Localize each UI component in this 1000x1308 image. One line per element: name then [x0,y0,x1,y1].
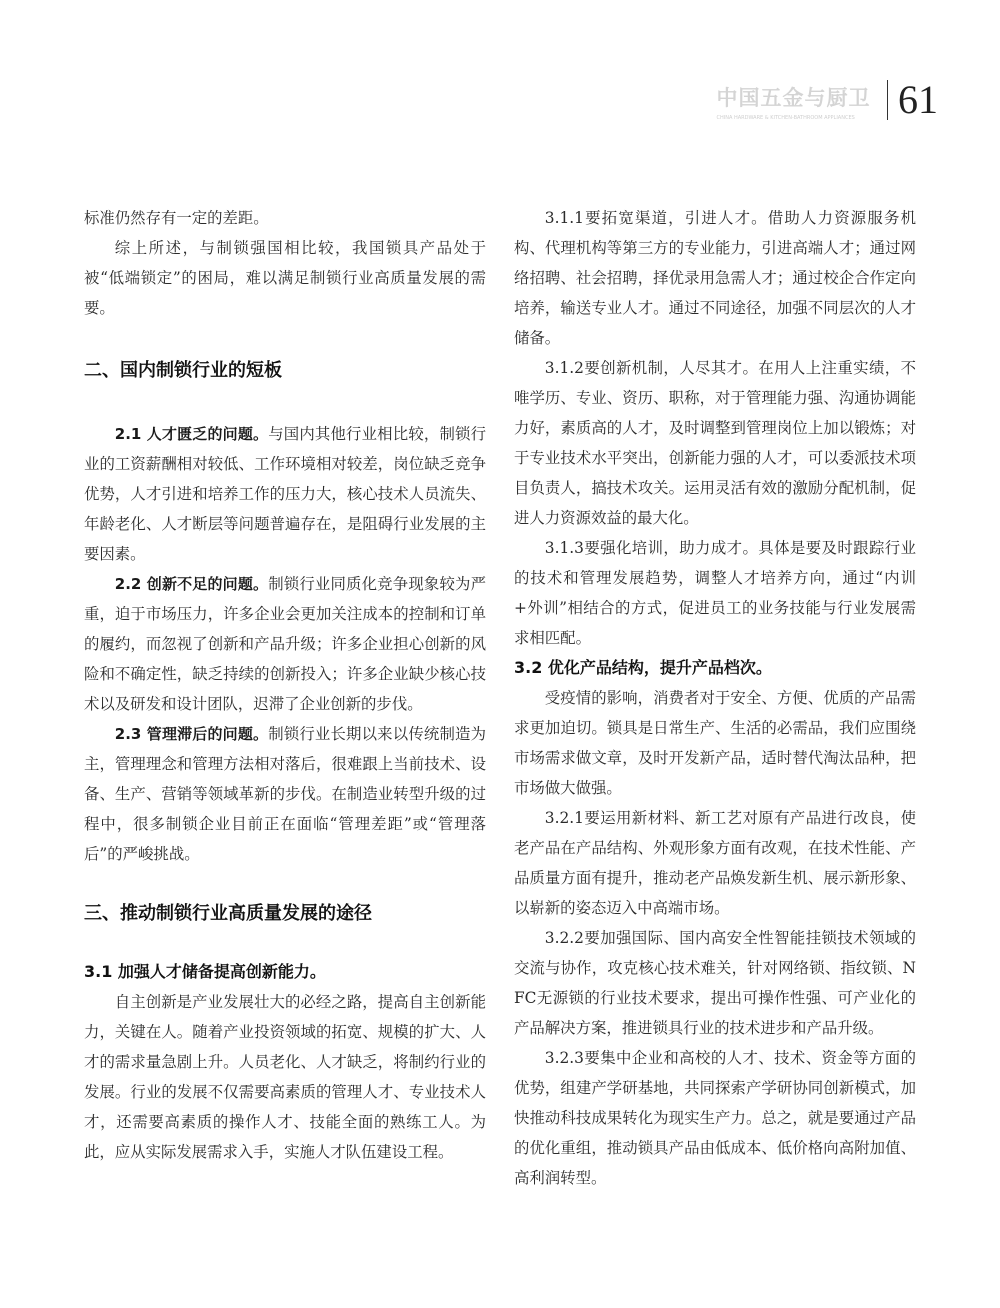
subsection-heading: 2.2 创新不足的问题。 [114,575,269,593]
paragraph [84,569,486,719]
section-heading: 三、推动制锁行业高质量发展的途径 [84,903,372,924]
paragraph: 标准仍然存有一定的差距。 [84,209,269,227]
paragraph: 3.2.1要运用新材料、新工艺对原有产品进行改良，使老产品在产品结构、外观形象方面有改观，在技术性能、产品质量方面有提升，推动老产品焕发新生机、展示新形象、以崭新的姿态迈入中高端市场。 [514,809,916,917]
subsection-body: 制锁行业长期以来以传统制造为主，管理理念和管理方法相对落后，很难跟上当前技术、设备、生产、营销等领域革新的步伐。在制造业转型升级的过程中，很多制锁企业目前正在面临“管理差距”或“管理落后”的严峻挑战。 [84,725,486,863]
right-column [514,203,916,1193]
page-number: 61 [898,77,938,122]
subsection-title: 3.2 优化产品结构，提升产品档次。 [514,658,772,677]
left-column [84,203,486,1167]
magazine-subtitle: CHINA HARDWARE & KITCHEN-BATHROOM APPLIANCES [716,115,855,121]
paragraph: 3.2.3要集中企业和高校的人才、技术、资金等方面的优势，组建产学研基地，共同探索产学研协同创新模式，加快推动科技成果转化为现实生产力。总之，就是要通过产品的优化重组，推动锁具产品由低成本、低价格向高附加值、高利润转型。 [514,1049,916,1187]
paragraph: 受疫情的影响，消费者对于安全、方便、优质的产品需求更加迫切。锁具是日常生产、生活的必需品，我们应围绕市场需求做文章，及时开发新产品，适时替代淘汰品种，把市场做大做强。 [514,689,916,797]
paragraph: 自主创新是产业发展壮大的必经之路，提高自主创新能力，关键在人。随着产业投资领域的拓宽、规模的扩大、人才的需求量急剧上升。人员老化、人才缺乏，将制约行业的发展。行业的发展不仅需要高素质的管理人才、专业技术人才，还需要高素质的操作人才、技能全面的熟练工人。为此，应从实际发展需求入手，实施人才队伍建设工程。 [84,993,486,1161]
paragraph: 3.1.3要强化培训，助力成才。具体是要及时跟踪行业的技术和管理发展趋势，调整人才培养方向，通过“内训+外训”相结合的方式，促进员工的业务技能与行业发展需求相匹配。 [514,539,916,647]
paragraph: 3.2.2要加强国际、国内高安全性智能挂锁技术领域的交流与协作，攻克核心技术难关，针对网络锁、指纹锁、NFC无源锁的行业技术要求，提出可操作性强、可产业化的产品解决方案，推进锁具行业的技术进步和产品升级。 [514,929,916,1037]
paragraph: 3.1.1要拓宽渠道，引进人才。借助人力资源服务机构、代理机构等第三方的专业能力，引进高端人才；通过网络招聘、社会招聘，择优录用急需人才；通过校企合作定向培养，输送专业人才。通过不同途径，加强不同层次的人才储备。 [514,209,916,347]
subsection-heading: 2.3 管理滞后的问题。 [114,725,269,743]
paragraph: 3.1.2要创新机制，人尽其才。在用人上注重实绩，不唯学历、专业、资历、职称，对于管理能力强、沟通协调能力好，素质高的人才，及时调整到管理岗位上加以锻炼；对于专业技术水平突出，创新能力强的人才，可以委派技术项目负责人，搞技术攻关。运用灵活有效的激励分配机制，促进人力资源效益的最大化。 [514,359,916,527]
section-heading: 二、国内制锁行业的短板 [84,360,282,381]
paragraph [84,719,486,869]
subsection-title: 3.1 加强人才储备提高创新能力。 [84,962,326,981]
paragraph: 综上所述，与制锁强国相比较，我国锁具产品处于被“低端锁定”的困局，难以满足制锁行业高质量发展的需要。 [84,239,486,317]
subsection-body: 制锁行业同质化竞争现象较为严重，迫于市场压力，许多企业会更加关注成本的控制和订单的履约，而忽视了创新和产品升级；许多企业担心创新的风险和不确定性，缺乏持续的创新投入；许多企业缺少核心技术以及研发和设计团队，迟滞了企业创新的步伐。 [84,575,486,713]
page-header [717,78,939,122]
subsection-body: 与国内其他行业相比较，制锁行业的工资薪酬相对较低、工作环境相对较差，岗位缺乏竞争优势，人才引进和培养工作的压力大，核心技术人员流失、年龄老化、人才断层等问题普遍存在，是阻碍行业发展的主要因素。 [84,425,486,563]
header-divider [887,80,889,120]
magazine-name: 中国五金与厨卫 [716,86,871,110]
paragraph [84,419,486,569]
magazine-logo [716,85,871,121]
subsection-heading: 2.1 人才匮乏的问题。 [114,425,269,443]
